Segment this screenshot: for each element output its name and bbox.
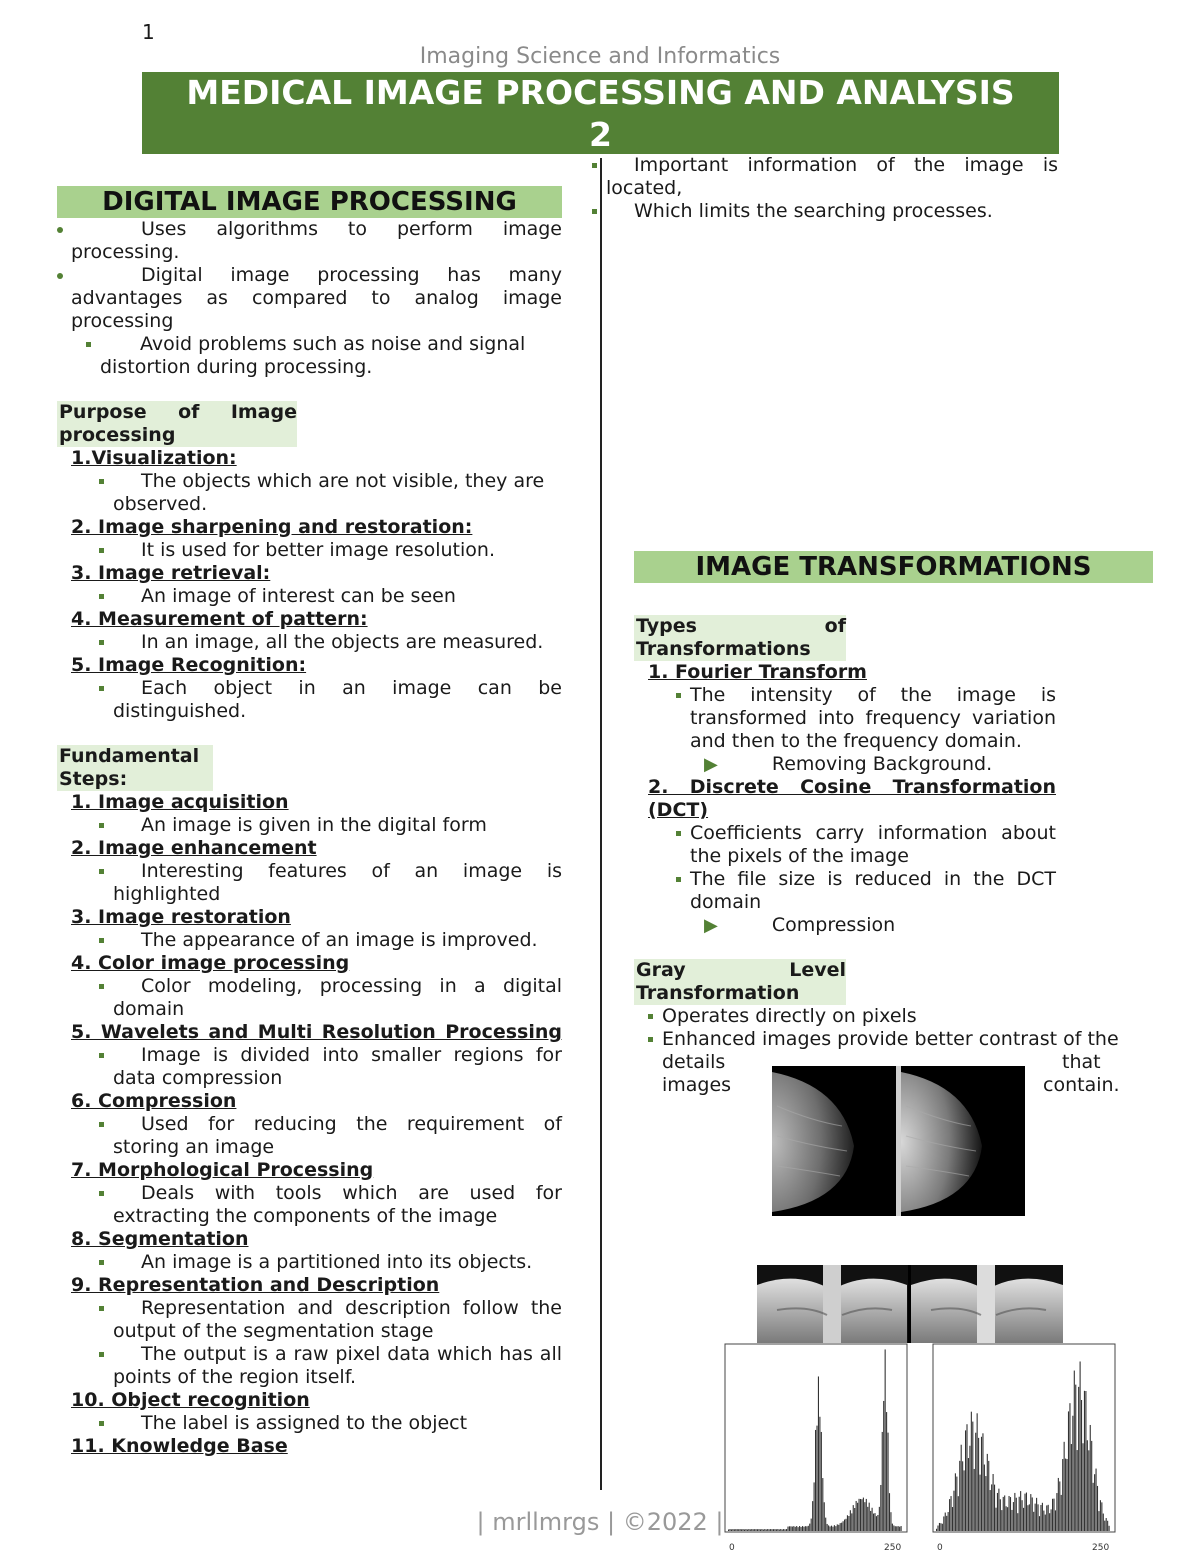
- play-arrow-icon: ▶: [704, 754, 718, 775]
- step-text: Used for reducing the requirement of storing an image: [113, 1113, 562, 1158]
- step-title: 2. Image enhancement: [71, 837, 317, 859]
- title-line-1: MEDICAL IMAGE PROCESSING AND ANALYSIS: [186, 73, 1015, 112]
- step-title: 11. Knowledge Base: [71, 1435, 288, 1457]
- gray-wrap-left: [662, 1051, 731, 1097]
- step-title: 3. Image restoration: [71, 906, 291, 928]
- purpose-text: Each object in an image can be distinguished.: [113, 677, 562, 722]
- purpose-title: 5. Image Recognition:: [71, 654, 307, 676]
- dct-title-b: (DCT): [648, 799, 709, 821]
- fourier-arrow-line: [704, 753, 1056, 776]
- gray-heading-b: Transformation: [634, 982, 846, 1005]
- intro-sub-bullet: Avoid problems such as noise and signal distortion during processing.: [100, 333, 562, 379]
- step-text: Image is divided into smaller regions for data compression: [113, 1044, 562, 1089]
- step-title: 6. Compression: [71, 1090, 237, 1112]
- right-top-bullet-1: Important information of the image is located,: [606, 154, 1058, 199]
- gray-text-1: Operates directly on pixels: [662, 1005, 1138, 1028]
- left-column: [57, 186, 562, 1458]
- purpose-text: The objects which are not visible, they are observed.: [113, 470, 562, 516]
- fourier-text: The intensity of the image is transformed into frequency variation and then to the frequency domain.: [690, 684, 1056, 752]
- section-title-transformations: IMAGE TRANSFORMATIONS: [634, 551, 1153, 583]
- subject-header: Imaging Science and Informatics: [419, 44, 781, 69]
- types-heading-b: Transformations: [634, 638, 846, 661]
- hist-right-max: 250: [1092, 1543, 1110, 1553]
- step-title: 10. Object recognition: [71, 1389, 310, 1411]
- step-title: 5. Wavelets and Multi Resolution Processing: [71, 1021, 562, 1043]
- mammogram-comparison-image: [772, 1066, 1025, 1216]
- step-text: An image is given in the digital form: [113, 814, 562, 837]
- chest-xray-comparison-image: [757, 1265, 1063, 1343]
- step-text: Color modeling, processing in a digital domain: [113, 975, 562, 1020]
- hist-right-min: 0: [937, 1543, 943, 1553]
- dct-arrow-text: Compression: [771, 914, 896, 936]
- dct-text-1: Coefficients carry information about the pixels of the image: [690, 822, 1056, 867]
- gray-wrap-left-b: images: [662, 1074, 732, 1096]
- purpose-title: 1.Visualization:: [71, 447, 237, 469]
- fundamental-heading-a: Fundamental: [57, 745, 213, 768]
- purpose-text: It is used for better image resolution.: [113, 539, 562, 562]
- right-top-bullets: [606, 154, 1058, 223]
- step-title: 4. Color image processing: [71, 952, 350, 974]
- fundamental-heading-b: Steps:: [57, 768, 213, 791]
- step-title: 8. Segmentation: [71, 1228, 249, 1250]
- step-text: An image is a partitioned into its objects.: [113, 1251, 562, 1274]
- gray-wrap-left-a: details: [662, 1051, 726, 1073]
- play-arrow-icon: ▶: [704, 915, 718, 936]
- title-line-2: 2: [589, 115, 612, 154]
- gray-text-2: Enhanced images provide better contrast of the: [662, 1028, 1138, 1051]
- column-divider: [600, 158, 602, 1490]
- step-text: The appearance of an image is improved.: [113, 929, 562, 952]
- types-heading-a: Types of: [636, 615, 846, 637]
- purpose-heading-a: Purpose of Image: [59, 401, 297, 423]
- histogram-bar: [885, 1349, 886, 1531]
- intro-bullet-2: Digital image processing has many advantages as compared to analog image processing: [71, 264, 562, 332]
- dct-arrow-line: [704, 914, 1056, 937]
- right-column: [634, 615, 1119, 1051]
- step-text: The label is assigned to the object: [113, 1412, 562, 1435]
- purpose-title: 2. Image sharpening and restoration:: [71, 516, 473, 538]
- gray-wrap-right-a: that: [1062, 1051, 1101, 1073]
- purpose-heading-b: processing: [57, 424, 297, 447]
- histogram-bar: [1080, 1361, 1081, 1531]
- gray-heading-a: Gray Level: [636, 959, 846, 981]
- step-title: 9. Representation and Description: [71, 1274, 440, 1296]
- step-title: 1. Image acquisition: [71, 791, 289, 813]
- step-title: 7. Morphological Processing: [71, 1159, 374, 1181]
- page-number: 1: [142, 20, 155, 44]
- step-text: Deals with tools which are used for extracting the components of the image: [113, 1182, 562, 1227]
- purpose-text: An image of interest can be seen: [113, 585, 562, 608]
- histogram-bar: [1074, 1371, 1075, 1531]
- gray-wrap-right: [1043, 1051, 1121, 1097]
- purpose-title: 3. Image retrieval:: [71, 562, 271, 584]
- fourier-arrow-text: Removing Background.: [771, 753, 993, 775]
- footer-credit: | mrllmrgs | ©2022 |: [476, 1508, 724, 1536]
- title-banner: [142, 72, 1059, 154]
- dct-title-a: 2. Discrete Cosine Transformation: [648, 776, 1056, 798]
- hist-left-max: 250: [884, 1543, 902, 1553]
- section-title-dip: DIGITAL IMAGE PROCESSING: [57, 186, 562, 218]
- step-text: Interesting features of an image is highlighted: [113, 860, 562, 905]
- intro-bullet-1: Uses algorithms to perform image processing.: [71, 218, 562, 263]
- right-top-bullet-2: Which limits the searching processes.: [606, 200, 1058, 223]
- purpose-text: In an image, all the objects are measured.: [113, 631, 562, 654]
- purpose-title: 4. Measurement of pattern:: [71, 608, 368, 630]
- dct-text-2: The file size is reduced in the DCT domain: [690, 868, 1056, 913]
- step-text: The output is a raw pixel data which has all points of the region itself.: [113, 1343, 562, 1388]
- fourier-title: 1. Fourier Transform: [648, 661, 867, 683]
- gray-wrap-right-b: contain.: [1043, 1074, 1120, 1096]
- hist-left-min: 0: [729, 1543, 735, 1553]
- fundamental-steps-list: [57, 791, 562, 1458]
- step-text: Representation and description follow the output of the segmentation stage: [113, 1297, 562, 1342]
